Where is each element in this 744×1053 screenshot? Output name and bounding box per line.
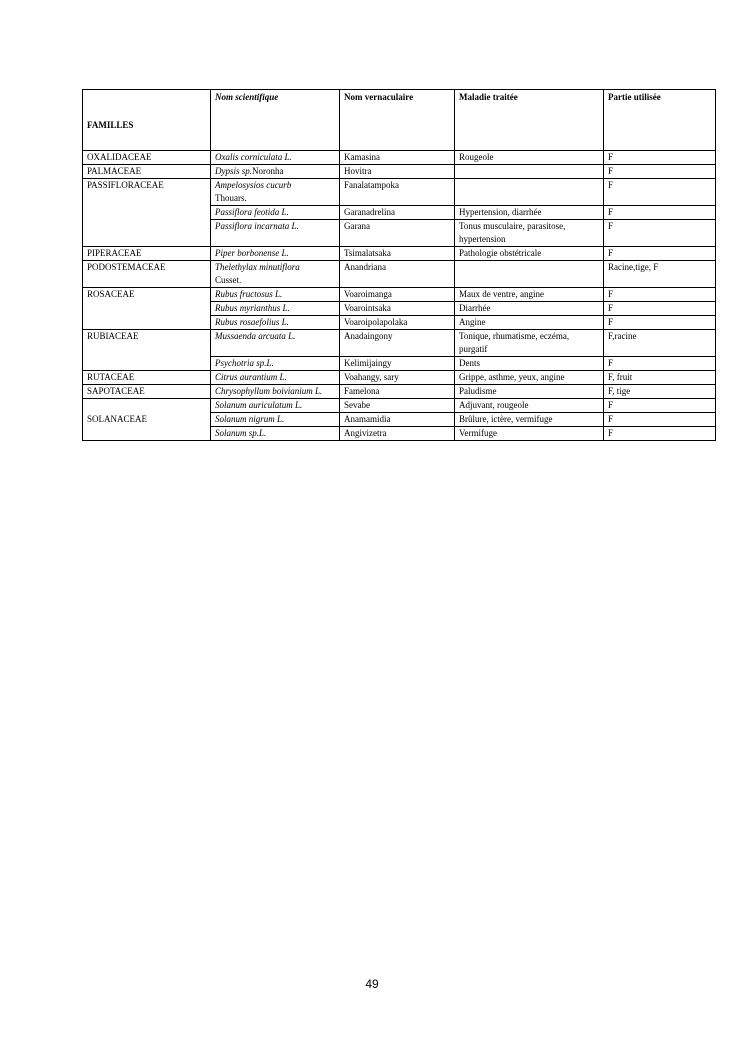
cell-disease: Dents <box>455 357 604 371</box>
scientific-name-author: Noronha <box>252 166 284 176</box>
cell-scientific-name <box>211 413 340 427</box>
cell-part-used: F <box>604 247 716 261</box>
table-row <box>83 261 716 288</box>
cell-part-used: F,racine <box>604 330 716 357</box>
cell-vernacular-name: Voahangy, sary <box>340 371 455 385</box>
cell-disease: Maux de ventre, angine <box>455 288 604 302</box>
table-row <box>83 399 716 413</box>
scientific-name-text: Rubus myrianthus L. <box>215 303 290 313</box>
cell-part-used: F, tige <box>604 385 716 399</box>
scientific-name-text: Solanum auriculatum L. <box>215 400 303 410</box>
cell-vernacular-name: Voaroipolapolaka <box>340 316 455 330</box>
cell-family: RUTACEAE <box>83 371 211 385</box>
cell-vernacular-name: Garanadrelina <box>340 206 455 220</box>
header-nom-vernaculaire: Nom vernaculaire <box>340 90 455 151</box>
header-nom-scientifique: Nom scientifique <box>211 90 340 151</box>
cell-vernacular-name: Voarointsaka <box>340 302 455 316</box>
cell-vernacular-name: Anamamidia <box>340 413 455 427</box>
table-row <box>83 165 716 179</box>
cell-scientific-name <box>211 357 340 371</box>
cell-vernacular-name: Fanalatampoka <box>340 179 455 206</box>
cell-part-used: F <box>604 302 716 316</box>
cell-part-used: F, fruit <box>604 371 716 385</box>
scientific-name-text: Passiflora feotida L. <box>215 207 289 217</box>
table-row <box>83 330 716 357</box>
header-familles: FAMILLES <box>83 90 211 151</box>
cell-family: PASSIFLORACEAE <box>83 179 211 247</box>
cell-vernacular-name: Anadaingony <box>340 330 455 357</box>
medicinal-plants-table <box>82 89 716 441</box>
cell-vernacular-name: Famelona <box>340 385 455 399</box>
cell-disease: Angine <box>455 316 604 330</box>
table-row <box>83 179 716 206</box>
cell-scientific-name <box>211 385 340 399</box>
cell-scientific-name <box>211 151 340 165</box>
cell-disease: Grippe, asthme, yeux, angine <box>455 371 604 385</box>
cell-disease <box>455 165 604 179</box>
cell-family: PODOSTEMACEAE <box>83 261 211 288</box>
plants-table-container <box>82 89 715 441</box>
scientific-name-text: Solanum sp.L. <box>215 428 267 438</box>
scientific-name-text: Chrysophyllum boivianium L. <box>215 386 323 396</box>
scientific-name-text: Citrus aurantium L. <box>215 372 287 382</box>
cell-disease: Rougeole <box>455 151 604 165</box>
cell-scientific-name <box>211 316 340 330</box>
cell-disease: Tonus musculaire, parasitose, hypertension <box>455 220 604 247</box>
cell-vernacular-name: Anandriana <box>340 261 455 288</box>
scientific-name-text: Oxalis corniculata L. <box>215 152 292 162</box>
cell-part-used: F <box>604 413 716 427</box>
cell-part-used: F <box>604 288 716 302</box>
cell-disease <box>455 179 604 206</box>
cell-scientific-name <box>211 399 340 413</box>
cell-disease: Pathologie obstétricale <box>455 247 604 261</box>
cell-part-used: F <box>604 220 716 247</box>
cell-family: ROSACEAE <box>83 288 211 330</box>
scientific-name-text: Passiflora incarnata L. <box>215 221 299 231</box>
scientific-name-text: Piper borbonense L. <box>215 248 289 258</box>
cell-vernacular-name: Sevabe <box>340 399 455 413</box>
cell-vernacular-name: Angivizetra <box>340 427 455 441</box>
scientific-name-text: Rubus fructosus L. <box>215 289 283 299</box>
table-row <box>83 151 716 165</box>
cell-disease: Vermifuge <box>455 427 604 441</box>
cell-part-used: F <box>604 151 716 165</box>
cell-family: SOLANACEAE <box>83 399 211 441</box>
cell-scientific-name <box>211 220 340 247</box>
cell-scientific-name <box>211 371 340 385</box>
header-partie-utilisee: Partie utilisée <box>604 90 716 151</box>
cell-vernacular-name: Voaroimanga <box>340 288 455 302</box>
cell-vernacular-name: Hovitra <box>340 165 455 179</box>
cell-part-used: F <box>604 399 716 413</box>
cell-part-used: F <box>604 206 716 220</box>
cell-vernacular-name: Kamasina <box>340 151 455 165</box>
table-row <box>83 247 716 261</box>
cell-disease: Hypertension, diarrhée <box>455 206 604 220</box>
cell-scientific-name <box>211 261 340 288</box>
scientific-name-text: Dypsis sp. <box>215 166 253 176</box>
scientific-name-author: Cusset. <box>215 275 242 285</box>
cell-family: SAPOTACEAE <box>83 385 211 399</box>
cell-scientific-name <box>211 427 340 441</box>
cell-part-used: F <box>604 179 716 206</box>
table-header-row <box>83 90 716 151</box>
cell-family: OXALIDACEAE <box>83 151 211 165</box>
cell-part-used: F <box>604 357 716 371</box>
table-row <box>83 288 716 302</box>
scientific-name-text: Ampelosysios cucurb <box>215 180 292 190</box>
cell-scientific-name <box>211 247 340 261</box>
scientific-name-text: Solanum nigrum L. <box>215 414 285 424</box>
cell-scientific-name <box>211 206 340 220</box>
cell-scientific-name <box>211 302 340 316</box>
scientific-name-text: Psychotria sp.L. <box>215 358 274 368</box>
cell-scientific-name <box>211 330 340 357</box>
table-body <box>83 151 716 441</box>
cell-family: RUBIACEAE <box>83 330 211 371</box>
cell-part-used: F <box>604 427 716 441</box>
page-number: 49 <box>365 977 379 991</box>
cell-part-used: F <box>604 316 716 330</box>
scientific-name-text: Thelethylax minutiflora <box>215 262 300 272</box>
cell-vernacular-name: Kelimijaingy <box>340 357 455 371</box>
scientific-name-text: Rubus rosaefolius L. <box>215 317 289 327</box>
cell-scientific-name <box>211 165 340 179</box>
cell-part-used: Racine,tige, F <box>604 261 716 288</box>
table-row <box>83 371 716 385</box>
cell-disease: Diarrhée <box>455 302 604 316</box>
cell-vernacular-name: Garana <box>340 220 455 247</box>
table-row <box>83 385 716 399</box>
scientific-name-text: Mussaenda arcuata L. <box>215 331 296 341</box>
cell-scientific-name <box>211 179 340 206</box>
cell-scientific-name <box>211 288 340 302</box>
cell-family: PALMACEAE <box>83 165 211 179</box>
cell-part-used: F <box>604 165 716 179</box>
cell-family: PIPERACEAE <box>83 247 211 261</box>
cell-vernacular-name: Tsimalatsaka <box>340 247 455 261</box>
header-maladie-traitee: Maladie traitée <box>455 90 604 151</box>
cell-disease: Tonique, rhumatisme, eczéma, purgatif <box>455 330 604 357</box>
cell-disease: Paludisme <box>455 385 604 399</box>
scientific-name-author: Thouars. <box>215 193 247 203</box>
cell-disease: Adjuvant, rougeole <box>455 399 604 413</box>
cell-disease <box>455 261 604 288</box>
cell-disease: Brûlure, ictère, vermifuge <box>455 413 604 427</box>
